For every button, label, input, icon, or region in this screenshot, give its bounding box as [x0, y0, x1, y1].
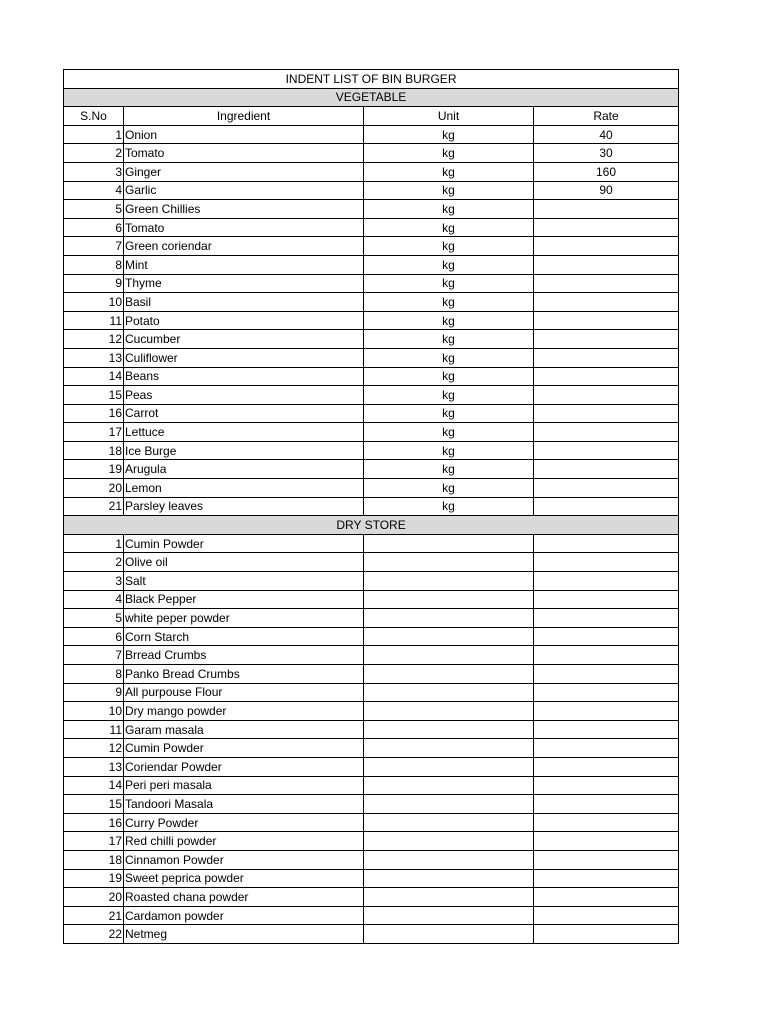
rate-cell: [534, 720, 679, 739]
sno-cell: 18: [64, 441, 124, 460]
column-header-rate: Rate: [534, 107, 679, 126]
ingredient-cell: Sweet peprica powder: [124, 869, 364, 888]
table-row: [64, 218, 679, 237]
sno-cell: 6: [64, 627, 124, 646]
sno-cell: 17: [64, 423, 124, 442]
unit-cell: kg: [364, 367, 534, 386]
rate-cell: [534, 386, 679, 405]
ingredient-cell: Cumin Powder: [124, 534, 364, 553]
rate-cell: [534, 255, 679, 274]
unit-cell: kg: [364, 497, 534, 516]
unit-cell: [364, 813, 534, 832]
sno-cell: 11: [64, 720, 124, 739]
ingredient-cell: Onion: [124, 125, 364, 144]
document-title: INDENT LIST OF BIN BURGER: [64, 70, 679, 89]
ingredient-cell: Olive oil: [124, 553, 364, 572]
ingredient-cell: Salt: [124, 572, 364, 591]
sno-cell: 4: [64, 181, 124, 200]
ingredient-cell: Red chilli powder: [124, 832, 364, 851]
unit-cell: [364, 757, 534, 776]
ingredient-cell: Coriendar Powder: [124, 757, 364, 776]
ingredient-cell: Beans: [124, 367, 364, 386]
table-row: [64, 162, 679, 181]
unit-cell: kg: [364, 237, 534, 256]
table-row: [64, 460, 679, 479]
unit-cell: kg: [364, 218, 534, 237]
ingredient-cell: Tomato: [124, 144, 364, 163]
table-row: [64, 144, 679, 163]
sno-cell: 7: [64, 237, 124, 256]
indent-list-table: [63, 69, 679, 944]
ingredient-cell: Cardamon powder: [124, 906, 364, 925]
sno-cell: 4: [64, 590, 124, 609]
unit-cell: [364, 776, 534, 795]
rate-cell: [534, 627, 679, 646]
unit-cell: kg: [364, 200, 534, 219]
sno-cell: 8: [64, 255, 124, 274]
ingredient-cell: Lettuce: [124, 423, 364, 442]
unit-cell: [364, 590, 534, 609]
rate-cell: [534, 757, 679, 776]
unit-cell: [364, 553, 534, 572]
table-body: [64, 70, 679, 944]
table-row: [64, 906, 679, 925]
rate-cell: [534, 218, 679, 237]
table-row: [64, 367, 679, 386]
table-row: [64, 665, 679, 684]
ingredient-cell: Garam masala: [124, 720, 364, 739]
sno-cell: 2: [64, 553, 124, 572]
sno-cell: 12: [64, 739, 124, 758]
unit-cell: kg: [364, 311, 534, 330]
unit-cell: [364, 627, 534, 646]
unit-cell: [364, 795, 534, 814]
rate-cell: [534, 237, 679, 256]
ingredient-cell: Potato: [124, 311, 364, 330]
column-header-sno: S.No: [64, 107, 124, 126]
sno-cell: 21: [64, 906, 124, 925]
ingredient-cell: Cumin Powder: [124, 739, 364, 758]
rate-cell: [534, 479, 679, 498]
table-row: [64, 702, 679, 721]
ingredient-cell: Curry Powder: [124, 813, 364, 832]
table-row: [64, 181, 679, 200]
unit-cell: [364, 609, 534, 628]
unit-cell: [364, 869, 534, 888]
unit-cell: kg: [364, 181, 534, 200]
unit-cell: kg: [364, 423, 534, 442]
rate-cell: 40: [534, 125, 679, 144]
sno-cell: 3: [64, 572, 124, 591]
table-row: [64, 925, 679, 944]
table-row: [64, 423, 679, 442]
unit-cell: [364, 646, 534, 665]
table-row: [64, 683, 679, 702]
ingredient-cell: Peri peri masala: [124, 776, 364, 795]
ingredient-cell: Ginger: [124, 162, 364, 181]
unit-cell: kg: [364, 348, 534, 367]
unit-cell: [364, 702, 534, 721]
table-row: [64, 850, 679, 869]
ingredient-cell: Basil: [124, 293, 364, 312]
sno-cell: 5: [64, 609, 124, 628]
sno-cell: 12: [64, 330, 124, 349]
rate-cell: [534, 293, 679, 312]
rate-cell: [534, 795, 679, 814]
rate-cell: [534, 832, 679, 851]
rate-cell: [534, 869, 679, 888]
sno-cell: 14: [64, 776, 124, 795]
ingredient-cell: Dry mango powder: [124, 702, 364, 721]
table-row: [64, 813, 679, 832]
sno-cell: 2: [64, 144, 124, 163]
table-row: [64, 125, 679, 144]
unit-cell: [364, 850, 534, 869]
rate-cell: [534, 572, 679, 591]
rate-cell: [534, 739, 679, 758]
sno-cell: 17: [64, 832, 124, 851]
section-title: DRY STORE: [64, 516, 679, 535]
rate-cell: [534, 906, 679, 925]
table-row: [64, 720, 679, 739]
ingredient-cell: Corn Starch: [124, 627, 364, 646]
table-row: [64, 330, 679, 349]
ingredient-cell: Green coriendar: [124, 237, 364, 256]
sno-cell: 8: [64, 665, 124, 684]
rate-cell: [534, 460, 679, 479]
rate-cell: [534, 776, 679, 795]
rate-cell: [534, 330, 679, 349]
sno-cell: 20: [64, 479, 124, 498]
ingredient-cell: Thyme: [124, 274, 364, 293]
unit-cell: kg: [364, 479, 534, 498]
unit-cell: kg: [364, 386, 534, 405]
unit-cell: [364, 720, 534, 739]
unit-cell: [364, 572, 534, 591]
ingredient-cell: Lemon: [124, 479, 364, 498]
ingredient-cell: Arugula: [124, 460, 364, 479]
rate-cell: [534, 888, 679, 907]
ingredient-cell: Black Pepper: [124, 590, 364, 609]
sno-cell: 10: [64, 702, 124, 721]
table-row: [64, 869, 679, 888]
table-row: [64, 888, 679, 907]
unit-cell: [364, 925, 534, 944]
unit-cell: [364, 739, 534, 758]
rate-cell: [534, 497, 679, 516]
unit-cell: kg: [364, 441, 534, 460]
table-row: [64, 832, 679, 851]
sno-cell: 1: [64, 125, 124, 144]
sno-cell: 14: [64, 367, 124, 386]
rate-cell: [534, 813, 679, 832]
rate-cell: [534, 553, 679, 572]
table-row: [64, 757, 679, 776]
sno-cell: 20: [64, 888, 124, 907]
unit-cell: kg: [364, 274, 534, 293]
rate-cell: [534, 274, 679, 293]
ingredient-cell: Tomato: [124, 218, 364, 237]
sno-cell: 15: [64, 386, 124, 405]
ingredient-cell: Cinnamon Powder: [124, 850, 364, 869]
table-row: [64, 590, 679, 609]
rate-cell: [534, 925, 679, 944]
sno-cell: 15: [64, 795, 124, 814]
unit-cell: kg: [364, 460, 534, 479]
section-title: VEGETABLE: [64, 88, 679, 107]
unit-cell: kg: [364, 293, 534, 312]
unit-cell: kg: [364, 162, 534, 181]
table-row: [64, 274, 679, 293]
table-row: [64, 572, 679, 591]
sno-cell: 7: [64, 646, 124, 665]
sno-cell: 10: [64, 293, 124, 312]
sno-cell: 5: [64, 200, 124, 219]
table-row: [64, 441, 679, 460]
sno-cell: 1: [64, 534, 124, 553]
unit-cell: [364, 665, 534, 684]
sno-cell: 22: [64, 925, 124, 944]
table-row: [64, 311, 679, 330]
ingredient-cell: Brread Crumbs: [124, 646, 364, 665]
rate-cell: 160: [534, 162, 679, 181]
sno-cell: 21: [64, 497, 124, 516]
rate-cell: [534, 200, 679, 219]
rate-cell: [534, 404, 679, 423]
rate-cell: [534, 850, 679, 869]
table-row: [64, 386, 679, 405]
unit-cell: kg: [364, 330, 534, 349]
table-row: [64, 534, 679, 553]
sno-cell: 18: [64, 850, 124, 869]
rate-cell: [534, 423, 679, 442]
ingredient-cell: Roasted chana powder: [124, 888, 364, 907]
unit-cell: kg: [364, 125, 534, 144]
sno-cell: 13: [64, 757, 124, 776]
rate-cell: 30: [534, 144, 679, 163]
table-row: [64, 200, 679, 219]
sno-cell: 9: [64, 683, 124, 702]
table-row: [64, 293, 679, 312]
ingredient-cell: white peper powder: [124, 609, 364, 628]
rate-cell: [534, 534, 679, 553]
sno-cell: 19: [64, 460, 124, 479]
unit-cell: [364, 888, 534, 907]
unit-cell: [364, 683, 534, 702]
table-row: [64, 646, 679, 665]
table-row: [64, 255, 679, 274]
rate-cell: [534, 609, 679, 628]
ingredient-cell: All purpouse Flour: [124, 683, 364, 702]
table-row: [64, 404, 679, 423]
rate-cell: [534, 441, 679, 460]
rate-cell: [534, 683, 679, 702]
rate-cell: [534, 702, 679, 721]
unit-cell: [364, 534, 534, 553]
rate-cell: [534, 348, 679, 367]
table-row: [64, 739, 679, 758]
sno-cell: 16: [64, 404, 124, 423]
table-row: [64, 497, 679, 516]
sno-cell: 6: [64, 218, 124, 237]
ingredient-cell: Mint: [124, 255, 364, 274]
sno-cell: 13: [64, 348, 124, 367]
table-row: [64, 795, 679, 814]
rate-cell: [534, 646, 679, 665]
rate-cell: 90: [534, 181, 679, 200]
title-row: [64, 70, 679, 89]
rate-cell: [534, 665, 679, 684]
ingredient-cell: Panko Bread Crumbs: [124, 665, 364, 684]
unit-cell: [364, 832, 534, 851]
sno-cell: 3: [64, 162, 124, 181]
table-row: [64, 348, 679, 367]
header-row: [64, 107, 679, 126]
table-row: [64, 776, 679, 795]
sno-cell: 16: [64, 813, 124, 832]
column-header-ingredient: Ingredient: [124, 107, 364, 126]
sno-cell: 9: [64, 274, 124, 293]
unit-cell: kg: [364, 404, 534, 423]
ingredient-cell: Cucumber: [124, 330, 364, 349]
unit-cell: kg: [364, 144, 534, 163]
rate-cell: [534, 311, 679, 330]
rate-cell: [534, 590, 679, 609]
table-row: [64, 627, 679, 646]
section-row: [64, 88, 679, 107]
sno-cell: 19: [64, 869, 124, 888]
ingredient-cell: Netmeg: [124, 925, 364, 944]
sno-cell: 11: [64, 311, 124, 330]
ingredient-cell: Carrot: [124, 404, 364, 423]
column-header-unit: Unit: [364, 107, 534, 126]
ingredient-cell: Peas: [124, 386, 364, 405]
table-row: [64, 479, 679, 498]
table-row: [64, 237, 679, 256]
unit-cell: kg: [364, 255, 534, 274]
ingredient-cell: Ice Burge: [124, 441, 364, 460]
table-row: [64, 609, 679, 628]
section-row: [64, 516, 679, 535]
ingredient-cell: Parsley leaves: [124, 497, 364, 516]
ingredient-cell: Tandoori Masala: [124, 795, 364, 814]
ingredient-cell: Green Chillies: [124, 200, 364, 219]
ingredient-cell: Culiflower: [124, 348, 364, 367]
rate-cell: [534, 367, 679, 386]
table-row: [64, 553, 679, 572]
unit-cell: [364, 906, 534, 925]
ingredient-cell: Garlic: [124, 181, 364, 200]
